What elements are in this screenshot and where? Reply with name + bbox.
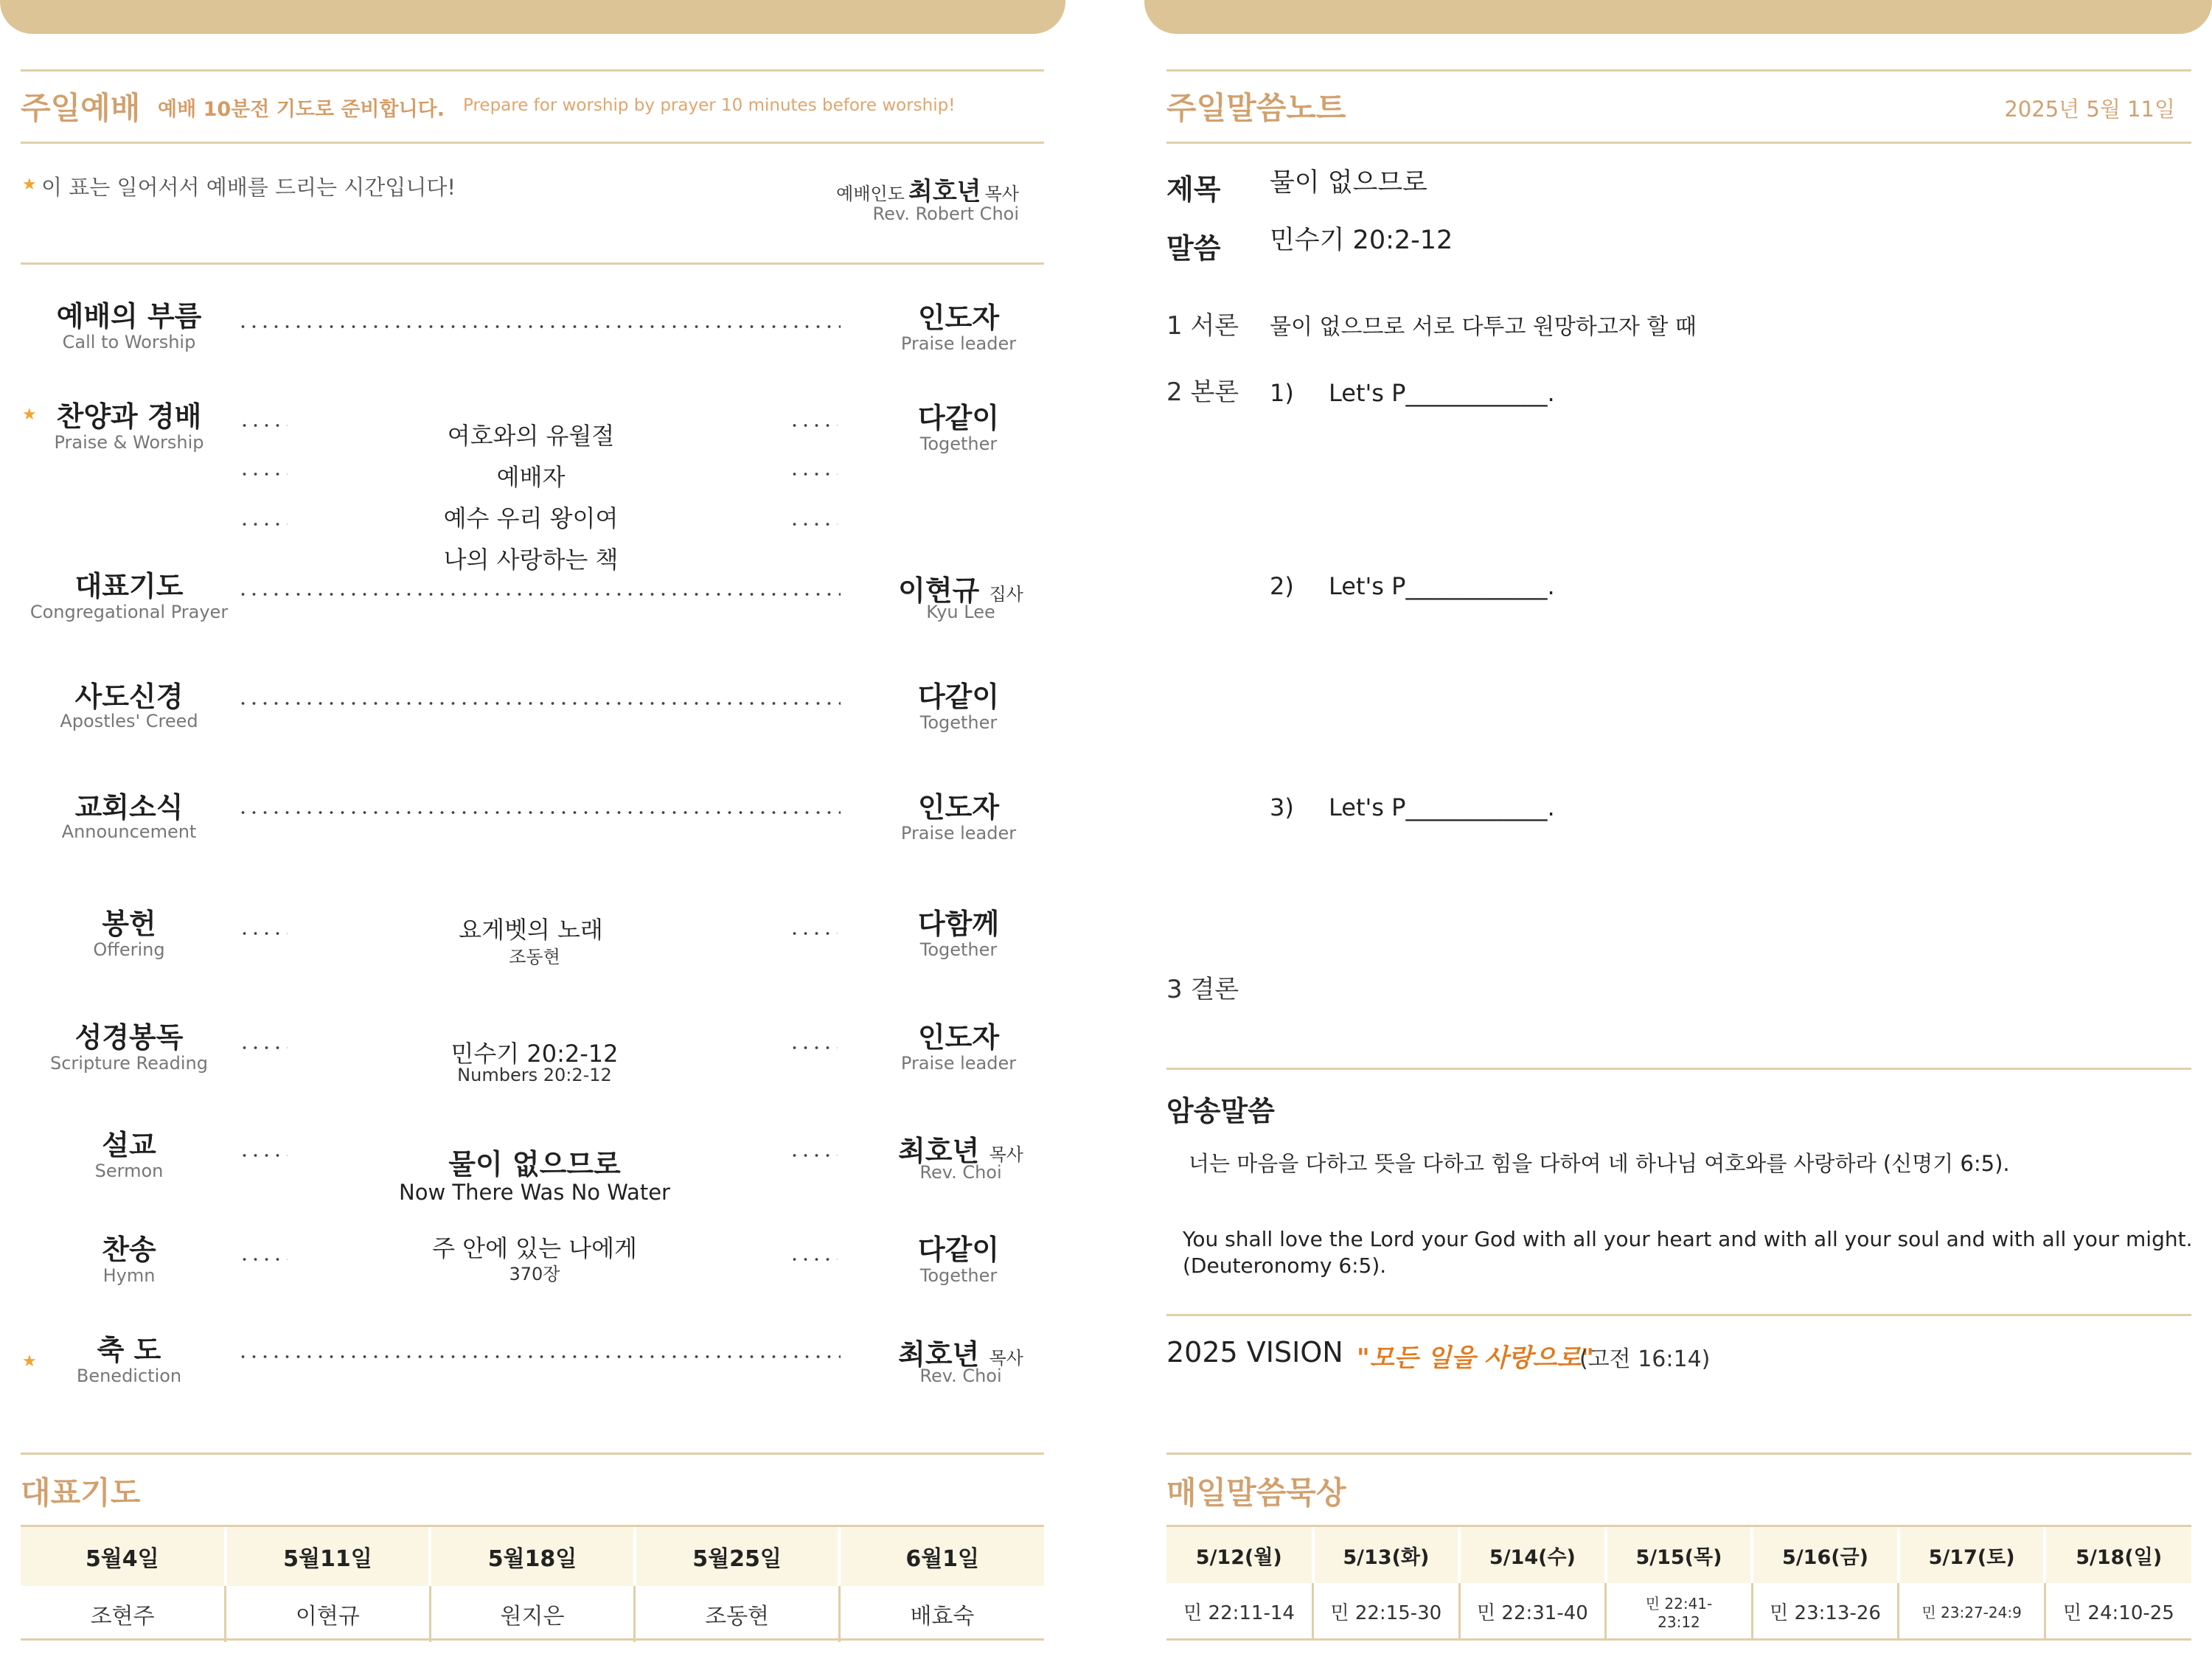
memory-verse-en-ref: (Deuteronomy 6:5). bbox=[1183, 1253, 1387, 1278]
order-offering-who: 다함께 bbox=[917, 908, 1000, 940]
order-bene-who: 최호년 목사 bbox=[898, 1338, 1023, 1371]
order-creed-who: 다같이 bbox=[917, 681, 1000, 713]
daily-ref: 민 22:31-40 bbox=[1459, 1583, 1606, 1639]
praise-song: 예배자 bbox=[496, 463, 566, 491]
vision-ref: (고전 16:14) bbox=[1579, 1346, 1711, 1372]
leader-dots bbox=[239, 1154, 288, 1157]
order-reading-en: Scripture Reading bbox=[50, 1053, 208, 1074]
prayer-schedule-table bbox=[21, 1527, 1044, 1642]
intro-text: 물이 없으므로 서로 다투고 원망하고자 할 때 bbox=[1270, 314, 1697, 340]
order-praise-en: Praise & Worship bbox=[54, 432, 204, 453]
worship-subtitle-en: Prepare for worship by prayer 10 minutes before worship! bbox=[463, 96, 956, 115]
order-prayer-who: 이현규 집사 bbox=[898, 574, 1023, 607]
daily-day: 5/12(월) bbox=[1166, 1527, 1313, 1583]
memory-verse-ko: 너는 마음을 다하고 뜻을 다하고 힘을 다하여 네 하나님 여호와를 사랑하라 (신명기 6:5). bbox=[1189, 1151, 2010, 1176]
order-prayer-ko: 대표기도 bbox=[74, 570, 184, 602]
daily-ref: 민 24:10-25 bbox=[2045, 1583, 2191, 1639]
leader-dots bbox=[239, 523, 288, 526]
order-prayer-who-en: Kyu Lee bbox=[926, 602, 995, 622]
order-bene-who-en: Rev. Choi bbox=[919, 1366, 1002, 1386]
order-call-who-en: Praise leader bbox=[900, 333, 1017, 354]
order-news-ko: 교회소식 bbox=[74, 791, 184, 824]
point-number: 3) bbox=[1270, 793, 1294, 821]
divider bbox=[21, 69, 1044, 72]
sermon-title: 물이 없으므로 bbox=[448, 1148, 621, 1180]
point-text: Let's P____________. bbox=[1329, 572, 1555, 600]
conclusion-label: 3 결론 bbox=[1166, 975, 1239, 1004]
worship-leader-en: Rev. Robert Choi bbox=[872, 204, 1019, 224]
prayer-name: 조동현 bbox=[635, 1586, 840, 1642]
divider bbox=[21, 1638, 1044, 1641]
divider bbox=[1166, 1453, 2191, 1455]
daily-day: 5/14(수) bbox=[1459, 1527, 1606, 1583]
order-sermon-en: Sermon bbox=[94, 1161, 164, 1181]
prayer-name: 원지은 bbox=[430, 1586, 635, 1642]
standing-star-icon: ★ bbox=[22, 406, 37, 424]
divider bbox=[1166, 1314, 2191, 1316]
order-bene-en: Benediction bbox=[76, 1366, 182, 1386]
leader-dots bbox=[237, 325, 841, 328]
daily-day: 5/15(목) bbox=[1606, 1527, 1753, 1583]
order-praise-who-en: Together bbox=[919, 434, 998, 454]
order-reading-ko: 성경봉독 bbox=[74, 1021, 184, 1054]
vision-quote: "모든 일을 사랑으로" bbox=[1357, 1343, 1594, 1373]
leader-dots bbox=[239, 932, 288, 935]
order-sermon-who: 최호년 목사 bbox=[898, 1135, 1023, 1167]
leader-dots bbox=[239, 1258, 288, 1261]
worship-leader: 예배인도 최호년 목사 bbox=[836, 177, 1019, 206]
leader-dots bbox=[789, 1154, 838, 1157]
intro-label: 1 서론 bbox=[1166, 311, 1239, 341]
order-offering-ko: 봉헌 bbox=[102, 908, 156, 940]
daily-ref: 민 22:11-14 bbox=[1183, 1601, 1295, 1624]
leader-dots bbox=[789, 424, 838, 427]
word-label: 말씀 bbox=[1166, 232, 1221, 265]
daily-day: 5/16(금) bbox=[1752, 1527, 1899, 1583]
leader-dots bbox=[239, 1046, 288, 1049]
daily-day: 5/13(화) bbox=[1313, 1527, 1460, 1583]
order-reading-who: 인도자 bbox=[917, 1021, 1000, 1054]
divider bbox=[21, 142, 1044, 144]
order-call-who: 인도자 bbox=[917, 302, 1000, 334]
order-hymn-who: 다같이 bbox=[917, 1234, 1000, 1266]
order-sermon-ko: 설교 bbox=[102, 1129, 156, 1161]
reading-passage: 민수기 20:2-12 bbox=[451, 1040, 619, 1068]
order-hymn-who-en: Together bbox=[919, 1265, 998, 1286]
point-text: Let's P____________. bbox=[1329, 793, 1555, 821]
hymn-title: 주 안에 있는 나에게 bbox=[432, 1234, 637, 1262]
praise-song: 예수 우리 왕이여 bbox=[443, 504, 619, 532]
leader-dots bbox=[239, 424, 288, 427]
title-label: 제목 bbox=[1166, 173, 1221, 206]
prayer-name: 조현주 bbox=[90, 1604, 155, 1630]
notes-date: 2025년 5월 11일 bbox=[2004, 97, 2175, 122]
sermon-title-en: Now There Was No Water bbox=[399, 1180, 670, 1205]
order-praise-ko: 찬양과 경배 bbox=[56, 400, 202, 433]
memory-verse-en: You shall love the Lord your God with all your heart and with all your soul and with all your might. bbox=[1183, 1227, 2193, 1251]
divider bbox=[1166, 1068, 2191, 1070]
leader-dots bbox=[789, 932, 838, 935]
leader-dots bbox=[789, 1258, 838, 1261]
order-call-ko: 예배의 부름 bbox=[56, 300, 202, 333]
order-creed-en: Apostles' Creed bbox=[60, 711, 198, 731]
vision-label: 2025 VISION bbox=[1166, 1336, 1343, 1368]
leader-dots bbox=[237, 593, 841, 596]
order-offering-who-en: Together bbox=[919, 939, 998, 960]
point-text: Let's P____________. bbox=[1329, 379, 1555, 407]
standing-note: 이 표는 일어서서 예배를 드리는 시간입니다! bbox=[41, 175, 456, 200]
memory-title: 암송말씀 bbox=[1166, 1095, 1275, 1127]
prayer-date: 5월18일 bbox=[430, 1527, 635, 1586]
point-number: 1) bbox=[1270, 379, 1294, 407]
order-news-who: 인도자 bbox=[917, 791, 1000, 824]
prayer-date: 5월4일 bbox=[21, 1527, 226, 1586]
worship-title: 주일예배 bbox=[21, 90, 141, 126]
daily-ref: 민 23:27-24:9 bbox=[1899, 1583, 2045, 1639]
order-news-who-en: Praise leader bbox=[900, 823, 1017, 844]
daily-day: 5/18(일) bbox=[2045, 1527, 2191, 1583]
offering-song: 요게벳의 노래 bbox=[459, 916, 603, 944]
leader-dots bbox=[237, 1355, 841, 1358]
hymn-number: 370장 bbox=[509, 1264, 560, 1284]
leader-dots bbox=[237, 702, 841, 705]
order-sermon-who-en: Rev. Choi bbox=[919, 1162, 1002, 1183]
order-prayer-en: Congregational Prayer bbox=[29, 602, 229, 622]
praise-song: 나의 사랑하는 책 bbox=[443, 546, 619, 574]
daily-ref: 민 22:15-30 bbox=[1313, 1583, 1460, 1639]
leader-dots bbox=[789, 523, 838, 526]
standing-star-icon: ★ bbox=[22, 175, 37, 194]
daily-title: 매일말씀묵상 bbox=[1166, 1475, 1346, 1511]
order-praise-who: 다같이 bbox=[917, 402, 1000, 434]
order-news-en: Announcement bbox=[61, 821, 197, 842]
reading-passage-en: Numbers 20:2-12 bbox=[457, 1065, 612, 1085]
body-label: 2 본론 bbox=[1166, 378, 1239, 407]
word-value: 민수기 20:2-12 bbox=[1270, 226, 1453, 255]
order-creed-who-en: Together bbox=[919, 712, 998, 733]
order-call-en: Call to Worship bbox=[62, 332, 196, 352]
daily-ref: 민 22:41-23:12 bbox=[1606, 1583, 1753, 1639]
prayer-schedule-title: 대표기도 bbox=[21, 1475, 141, 1511]
order-hymn-en: Hymn bbox=[102, 1265, 156, 1286]
standing-star-icon: ★ bbox=[22, 1352, 37, 1371]
title-value: 물이 없으므로 bbox=[1270, 168, 1427, 198]
leader-dots bbox=[789, 473, 838, 476]
notes-title: 주일말씀노트 bbox=[1166, 90, 1346, 126]
order-bene-ko: 축 도 bbox=[97, 1334, 161, 1366]
divider bbox=[21, 262, 1044, 265]
offering-singer: 조동현 bbox=[509, 947, 560, 967]
divider bbox=[21, 1453, 1044, 1455]
daily-day: 5/17(토) bbox=[1899, 1527, 2045, 1583]
leader-dots bbox=[789, 1046, 838, 1049]
worship-subtitle-ko: 예배 10분전 기도로 준비합니다. bbox=[158, 98, 445, 121]
order-offering-en: Offering bbox=[93, 939, 165, 960]
praise-song: 여호와의 유월절 bbox=[447, 422, 615, 450]
order-hymn-ko: 찬송 bbox=[102, 1234, 156, 1266]
prayer-date: 5월11일 bbox=[226, 1527, 431, 1586]
divider bbox=[1166, 69, 2191, 72]
top-tab-left bbox=[0, 0, 1065, 34]
prayer-name: 이현규 bbox=[226, 1586, 431, 1642]
divider bbox=[1166, 142, 2191, 144]
top-tab-right bbox=[1144, 0, 2212, 34]
order-creed-ko: 사도신경 bbox=[74, 681, 184, 713]
prayer-date: 5월25일 bbox=[635, 1527, 840, 1586]
prayer-name: 배효숙 bbox=[839, 1586, 1044, 1642]
daily-ref: 민 23:13-26 bbox=[1752, 1583, 1899, 1639]
order-reading-who-en: Praise leader bbox=[900, 1053, 1017, 1074]
prayer-date: 6월1일 bbox=[839, 1527, 1044, 1586]
daily-reading-table bbox=[1166, 1527, 2191, 1639]
leader-dots bbox=[239, 473, 288, 476]
divider bbox=[1166, 1638, 2191, 1641]
leader-dots bbox=[237, 811, 841, 814]
point-number: 2) bbox=[1270, 572, 1294, 600]
